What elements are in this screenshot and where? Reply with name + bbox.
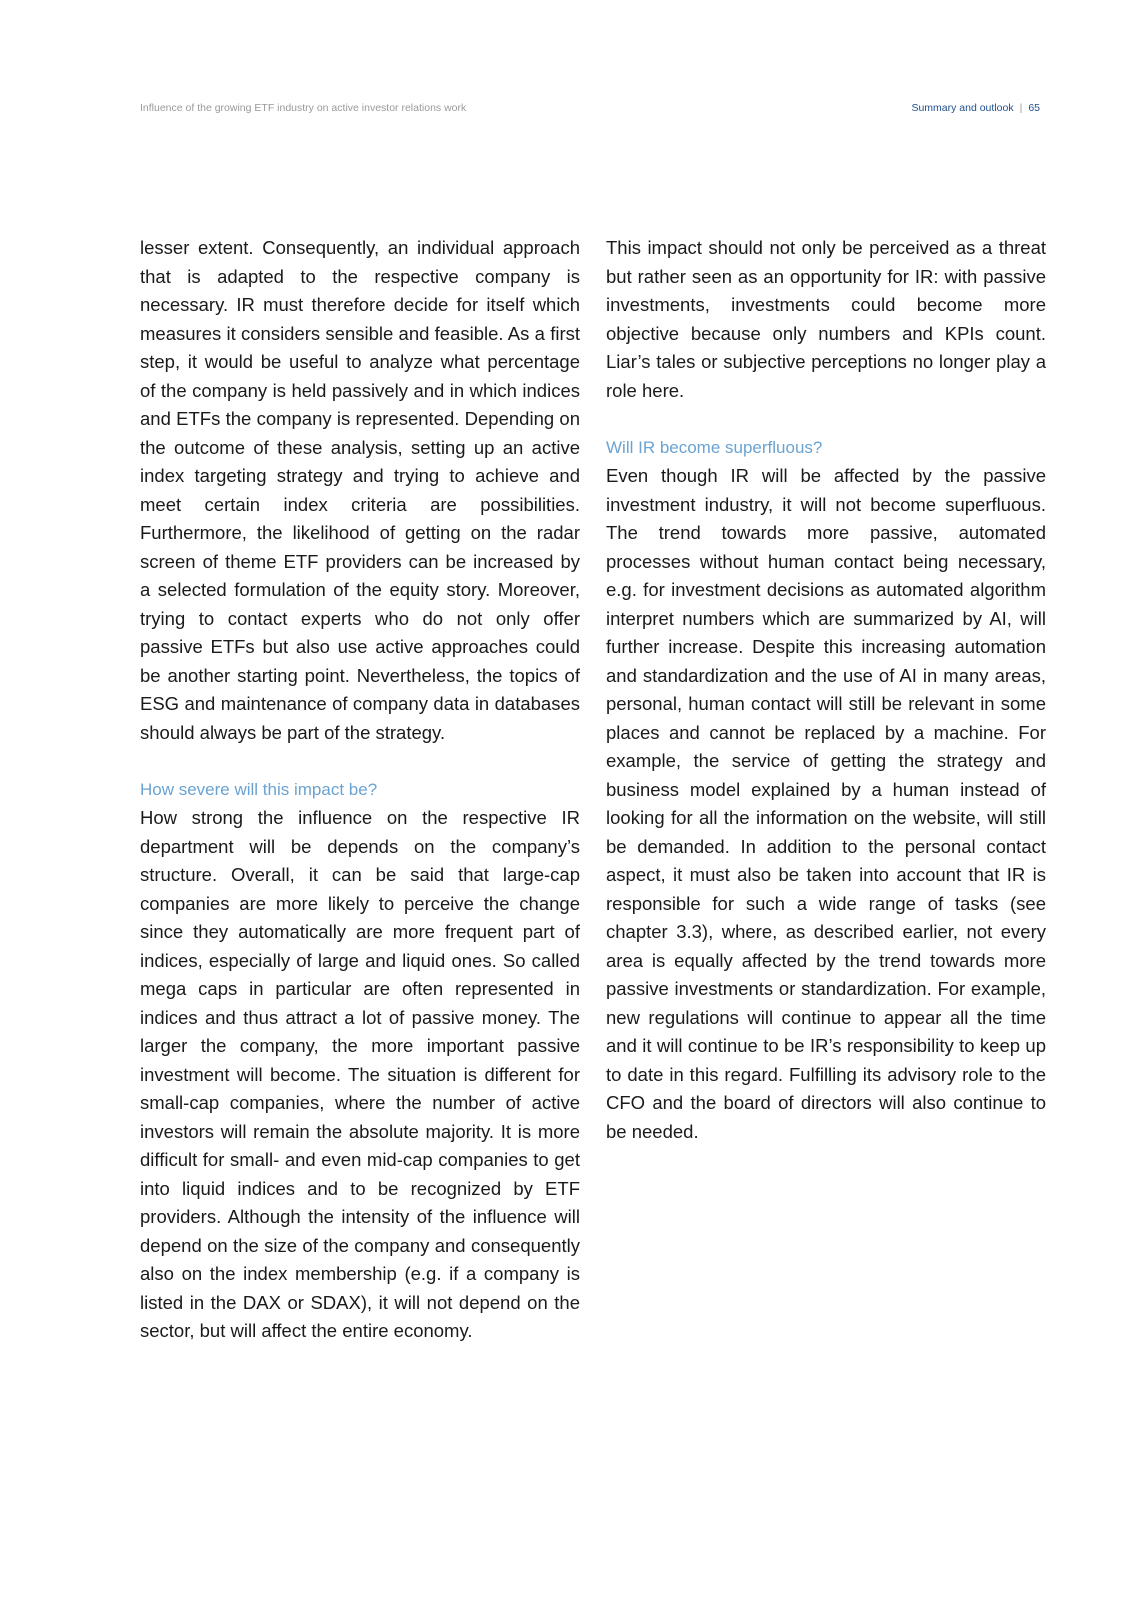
subheading-impact-severity: How severe will this impact be? [140, 779, 378, 799]
page-number: 65 [1028, 102, 1040, 114]
running-header [140, 100, 1040, 116]
header-separator: | [1019, 102, 1023, 114]
left-paragraph-1: lesser extent. Consequently, an individual approach that is adapted to the respective company is necessary. IR must therefore decide for itself which measures it considers sensible and feasible. As a first step, it would be useful to analyze what percentage of the company is held passively and in which indices and ETFs the company is represented. Depending on the outcome of these analysis, setting up an active index targeting strategy and trying to achieve and meet certain index criteria are possibilities. Furthermore, the likelihood of getting on the radar screen of theme ETF providers can be increased by a selected formulation of the equity story. Moreover, trying to contact experts who do not only offer passive ETFs but also use active approaches could be another starting point. Nevertheless, the topics of ESG and maintenance of company data in databases should always be part of the strategy. [140, 237, 580, 743]
right-paragraph-1: This impact should not only be perceived as a threat but rather seen as an opportunity for IR: with passive investments, investments could become more objective because only numbers and KPIs count. Liar’s tales or subjective perceptions no longer play a role here. [606, 237, 1046, 401]
document-title: Influence of the growing ETF industry on active investor relations work [140, 102, 467, 114]
right-column [606, 234, 1046, 1146]
paragraph-gap [606, 405, 1046, 434]
section-info [911, 100, 1040, 116]
left-paragraph-2: How strong the influence on the respective IR department will be depends on the company’s structure. Overall, it can be said that large-cap companies are more likely to perceive the change since they automatically are more frequent part of indices, especially of large and liquid ones. So called mega caps in particular are often represented in indices and thus attract a lot of passive money. The larger the company, the more important passive investment will become. The situation is different for small-cap companies, where the number of active investors will remain the absolute majority. It is more difficult for small- and even mid-cap companies to get into liquid indices and to be recognized by ETF providers. Although the intensity of the influence will depend on the size of the company and consequently also on the index membership (e.g. if a company is listed in the DAX or SDAX), it will not depend on the sector, but will affect the entire economy. [140, 807, 580, 1341]
section-title: Summary and outlook [911, 102, 1014, 114]
subheading-ir-superfluous: Will IR become superfluous? [606, 437, 823, 457]
paragraph-gap [140, 747, 580, 776]
right-paragraph-2: Even though IR will be affected by the passive investment industry, it will not become superfluous. The trend towards more passive, automated processes without human contact being necessary, e.g. for investment decisions as automated algorithm interpret numbers which are summarized by AI, will further increase. Despite this increasing automation and standardization and the use of AI in many areas, personal, human contact will still be relevant in some places and cannot be replaced by a machine. For example, the service of getting the strategy and business model explained by a human instead of looking for all the information on the website, will still be demanded. In addition to the personal contact aspect, it must also be taken into account that IR is responsible for such a wide range of tasks (see chapter 3.3), where, as described earlier, not every area is equally affected by the trend towards more passive investments or standardization. For example, new regulations will continue to appear all the time and it will continue to be IR’s responsibility to keep up to date in this regard. Fulfilling its advisory role to the CFO and the board of directors will also continue to be needed. [606, 465, 1046, 1142]
left-column [140, 234, 580, 1346]
